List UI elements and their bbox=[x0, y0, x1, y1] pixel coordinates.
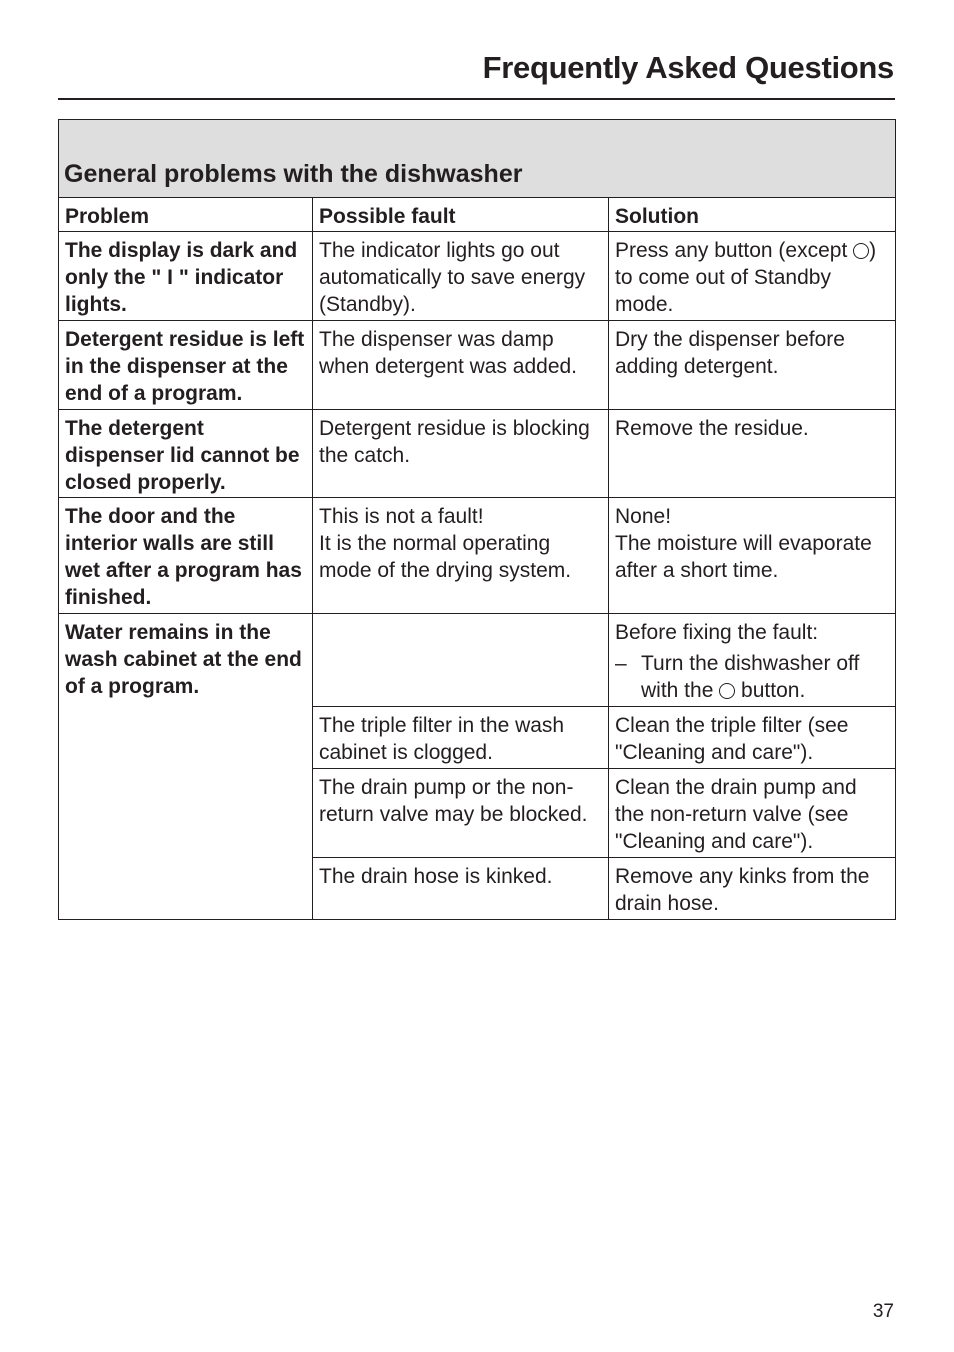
solution-line: The moisture will evaporate after a short time. bbox=[615, 532, 872, 582]
solution-intro: Before fixing the fault: bbox=[615, 621, 819, 644]
fault-cell: The triple filter in the wash cabinet is clogged. bbox=[313, 707, 609, 769]
fault-cell bbox=[313, 614, 609, 707]
section-header-row bbox=[59, 120, 896, 198]
fault-cell: The indicator lights go out automatically to save energy (Standby). bbox=[313, 232, 609, 321]
solution-cell: Clean the drain pump and the non-return valve (see "Cleaning and care"). bbox=[609, 769, 896, 858]
table-row bbox=[59, 498, 896, 614]
solution-text: Press any button (except bbox=[615, 239, 854, 262]
fault-line: It is the normal operating mode of the drying system. bbox=[319, 532, 572, 582]
column-header-fault: Possible fault bbox=[313, 198, 609, 232]
solution-text: ) to come out of Standby mode. bbox=[615, 239, 877, 316]
column-header-row bbox=[59, 198, 896, 232]
page-number: 37 bbox=[872, 1301, 894, 1322]
problem-cell: Water remains in the wash cabinet at the end of a program. bbox=[59, 614, 313, 920]
dash-bullet: – bbox=[615, 652, 627, 675]
solution-cell bbox=[609, 614, 896, 707]
list-item-text bbox=[641, 650, 891, 704]
fault-line: This is not a fault! bbox=[319, 505, 484, 528]
page-title: Frequently Asked Questions bbox=[482, 50, 894, 85]
power-button-circle-icon bbox=[719, 683, 735, 699]
fault-cell bbox=[313, 498, 609, 614]
problem-cell: The door and the interior walls are still wet after a program has finished. bbox=[59, 498, 313, 614]
solution-cell: Remove the residue. bbox=[609, 410, 896, 498]
problem-cell bbox=[59, 232, 313, 321]
fault-cell: The drain pump or the non-return valve may be blocked. bbox=[313, 769, 609, 858]
list-item bbox=[615, 650, 891, 704]
solution-cell bbox=[609, 498, 896, 614]
problem-cell: Detergent residue is left in the dispenser at the end of a program. bbox=[59, 321, 313, 410]
table-row bbox=[59, 614, 896, 707]
solution-cell bbox=[609, 232, 896, 321]
fault-cell: Detergent residue is blocking the catch. bbox=[313, 410, 609, 498]
problem-cell: The detergent dispenser lid cannot be closed properly. bbox=[59, 410, 313, 498]
title-divider bbox=[58, 98, 895, 100]
table-row bbox=[59, 321, 896, 410]
step-text: button. bbox=[735, 679, 806, 702]
solution-cell: Remove any kinks from the drain hose. bbox=[609, 858, 896, 920]
step-text: Turn the dishwasher off with the bbox=[641, 652, 860, 702]
solution-line: None! bbox=[615, 505, 672, 528]
power-button-circle-icon bbox=[853, 243, 869, 259]
table-row bbox=[59, 410, 896, 498]
section-title: General problems with the dishwasher bbox=[59, 120, 896, 198]
solution-cell: Clean the triple filter (see "Cleaning and care"). bbox=[609, 707, 896, 769]
problem-text: The display is dark and only the " bbox=[65, 239, 298, 289]
faq-table bbox=[58, 119, 896, 920]
problem-text: " indicator lights. bbox=[65, 266, 284, 316]
table-row bbox=[59, 232, 896, 321]
fault-cell: The drain hose is kinked. bbox=[313, 858, 609, 920]
fault-cell: The dispenser was damp when detergent was added. bbox=[313, 321, 609, 410]
column-header-solution: Solution bbox=[609, 198, 896, 232]
column-header-problem: Problem bbox=[59, 198, 313, 232]
solution-cell: Dry the dispenser before adding detergent. bbox=[609, 321, 896, 410]
indicator-symbol: I bbox=[161, 266, 179, 289]
